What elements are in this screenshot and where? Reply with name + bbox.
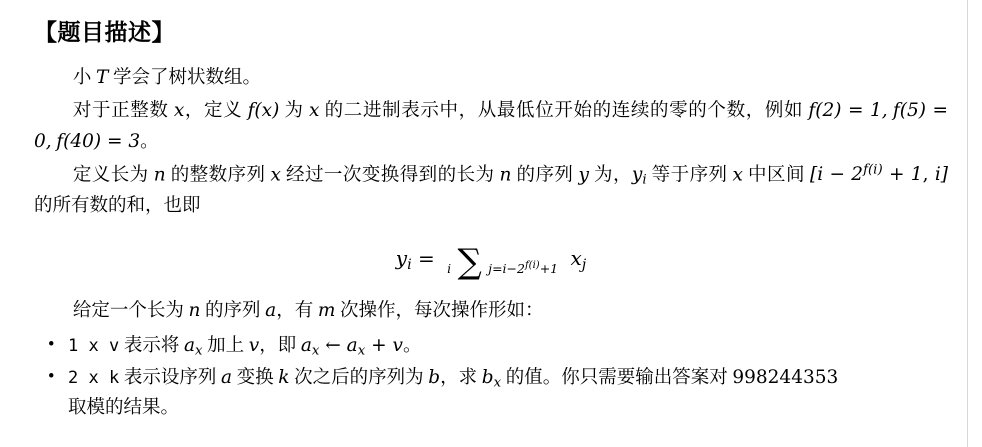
p4-var-m: m [317, 299, 336, 321]
p3-s8: 的所有数的和，也即 [34, 195, 201, 216]
display-equation [34, 241, 948, 282]
p2-fx: f(x) [247, 99, 280, 121]
p4-var-a: a [265, 299, 277, 321]
paragraph-operations-intro [34, 296, 948, 327]
op2-s1: 表示设序列 [119, 368, 221, 389]
p2-lead: 对于正整数 [72, 100, 174, 121]
paragraph-definition-transform [34, 160, 948, 222]
op2-m2: k [278, 367, 290, 389]
op1-s2: 加上 [202, 335, 249, 356]
summation-upper-limit: i [447, 260, 452, 276]
p3-s1: 定义长为 [72, 165, 154, 186]
page-title: 【题目描述】 [34, 20, 175, 45]
op2-m3: b [428, 367, 441, 389]
bullet-icon: • [48, 367, 55, 388]
op1-m3: $a_x$ [300, 334, 320, 359]
page-edge-strip [967, 0, 982, 447]
p3-var-y: y [578, 164, 589, 186]
bullet-icon: • [48, 334, 55, 355]
op1-s3: ，即 [259, 335, 301, 356]
p2-mid1: ，定义 [184, 100, 248, 121]
op2-m4: $b_x$ [481, 367, 502, 391]
p4-s4: 次操作，每次操作形如： [335, 300, 544, 321]
op2-s3: 次之后的序列为 [289, 368, 429, 389]
equation-body [395, 241, 587, 282]
p3-s7: 中区间 [742, 165, 805, 186]
p3-var-x2: x [732, 164, 743, 186]
p2-example-3: f(40) = 3 [56, 130, 141, 152]
equation-lhs-sub: i [407, 257, 412, 274]
op1-s4: 。 [402, 335, 422, 356]
op1-m1: $a_x$ [183, 334, 203, 359]
p2-var-x2: x [308, 99, 320, 121]
p3-var-n2: n [499, 164, 512, 186]
p2-var-x: x [173, 99, 185, 121]
p3-var-x: x [270, 164, 281, 186]
equation-lhs: $y_i$ [395, 246, 412, 274]
p4-s2: 的序列 [200, 300, 266, 321]
p3-s3: 经过一次变换得到的长为 [280, 165, 500, 186]
operations-list [34, 331, 948, 425]
p2-mid2: 为 [279, 100, 309, 121]
op1-s1: 表示将 [119, 335, 184, 356]
paragraph-definition-f [34, 96, 948, 158]
op1-code: 1 x v [68, 335, 120, 356]
list-item [34, 331, 948, 362]
p4-var-n: n [188, 299, 201, 321]
p2-example-2: f(5) = 0, [34, 99, 948, 152]
op1-m2: v [248, 334, 260, 356]
op1-plus: + [365, 334, 393, 356]
p3-s5: 为， [588, 165, 632, 186]
equation-summand-sub: j [581, 257, 587, 274]
list-item [34, 363, 948, 424]
summation [447, 241, 559, 282]
p3-var-n: n [153, 164, 166, 186]
paragraph-intro [34, 63, 948, 94]
op2-modulus: 998244353 [732, 367, 839, 389]
p3-var-yi: $y_i$ [631, 164, 647, 189]
p4-s1: 给定一个长为 [72, 300, 189, 321]
op1-m4: $a_x$ [346, 334, 366, 359]
p4-s3: ，有 [276, 300, 318, 321]
op1-m5: v [392, 334, 403, 356]
p3-s2: 的整数序列 [165, 165, 271, 186]
p2-mid3: 的二进制表示中，从最低位开始的连续的零的个数，例如 [319, 100, 809, 121]
p3-s6: 等于序列 [646, 165, 733, 186]
op2-code: 2 x k [68, 368, 120, 389]
summation-sigma-icon: ∑ [457, 241, 482, 282]
p3-var-yi-sub: i [642, 173, 647, 189]
op2-s2: 变换 [231, 368, 279, 389]
equation-summand: $x_j$ [570, 246, 587, 274]
p2-example-1: f(2) = 1, [808, 99, 888, 121]
op1-arrow-icon: ← [319, 334, 347, 356]
op2-s5: 的值。你只需要输出答案对 [501, 368, 733, 389]
p3-s4: 的序列 [511, 165, 579, 186]
op2-m1: a [220, 367, 232, 389]
op2-s4: ，求 [440, 368, 482, 389]
equation-equals: = [418, 246, 435, 271]
p3-interval: [$i - 2^{f(i)} + 1$, i] [809, 162, 948, 186]
op2-line2: 取模的结果。 [68, 398, 180, 419]
summation-lower-limit: $j=i-2^{f(i)}+1$ [488, 259, 559, 276]
p2-tail: 。 [140, 131, 159, 152]
paragraph-intro-text: 小 T 学会了树状数组。 [72, 67, 261, 88]
